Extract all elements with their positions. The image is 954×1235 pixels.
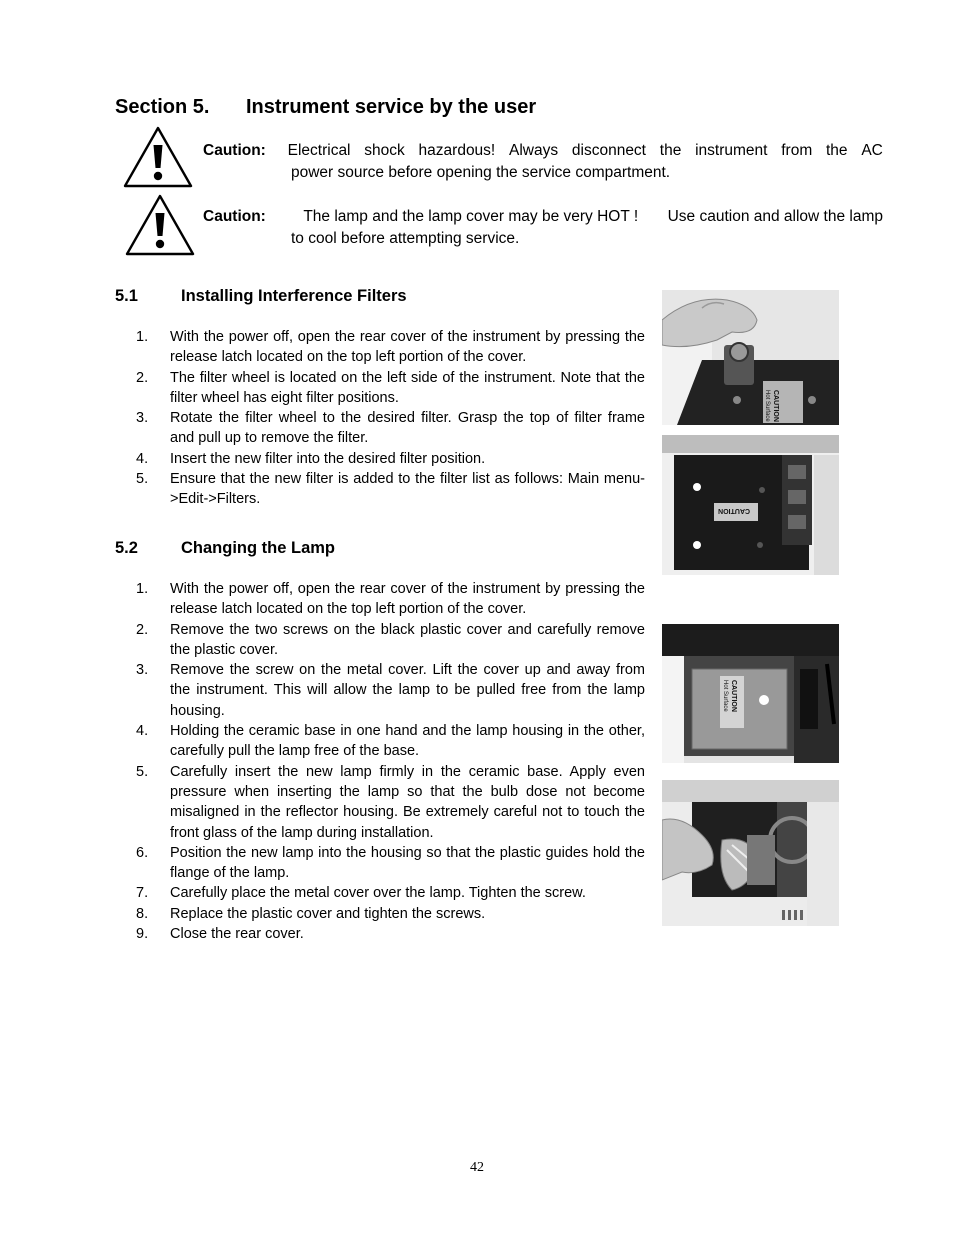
filter-wheel-photo	[662, 435, 839, 575]
step-text: Remove the two screws on the black plastic cover and carefully remove the plastic cover.	[170, 621, 645, 658]
lamp-cover-photo	[662, 624, 839, 763]
caution-line	[203, 206, 883, 228]
step-item	[136, 843, 645, 884]
step-text: Carefully insert the new lamp firmly in the ceramic base. Apply even pressure when inserting the lamp so that the bulb dose not become misaligned in the reflector housing. Be extremely careful not to touch the front glass of the lamp during installation.	[170, 763, 645, 841]
subsection-heading-5-1	[115, 287, 407, 306]
caution-text-segment: from	[781, 142, 813, 159]
caution-text-segment: disconnect	[571, 142, 646, 159]
caution-hot-lamp	[203, 206, 883, 250]
step-item	[136, 579, 645, 620]
hot-surface-label-text: Hot Surface	[764, 390, 770, 422]
step-text: With the power off, open the rear cover of the instrument by pressing the release latch located on the top left portion of the cover.	[170, 581, 645, 618]
step-item	[136, 408, 645, 449]
step-item	[136, 620, 645, 661]
subsection-heading-5-2	[115, 539, 335, 558]
steps-list-lamp	[136, 579, 645, 944]
step-number: 4.	[136, 723, 149, 740]
caution-text-segment: shock	[364, 142, 405, 159]
step-item	[136, 368, 645, 409]
step-item	[136, 469, 645, 510]
step-text: Carefully place the metal cover over the lamp. Tighten the screw.	[170, 885, 586, 902]
caution-label-text: CAUTION	[772, 390, 779, 422]
hot-surface-label-text: Hot Surface	[722, 680, 728, 712]
section-number: Section 5.	[115, 96, 210, 118]
step-number: 2.	[136, 621, 149, 638]
step-number: 9.	[136, 926, 149, 943]
step-text: Replace the plastic cover and tighten the screws.	[170, 905, 486, 922]
caution-text-segment: AC	[861, 142, 883, 159]
step-item	[136, 327, 645, 368]
step-text: Ensure that the new filter is added to the filter list as follows: Main menu->Edit->Filters.	[170, 471, 645, 508]
step-text: Insert the new filter into the desired filter position.	[170, 450, 486, 467]
step-number: 4.	[136, 450, 149, 467]
section-heading	[115, 96, 536, 119]
lamp-insertion-photo	[662, 780, 839, 926]
warning-triangle-icon	[122, 125, 194, 189]
caution-text-segment: hazardous!	[418, 142, 496, 159]
caution-continuation: to cool before attempting service.	[291, 230, 520, 247]
caution-text-segment: the	[659, 142, 682, 159]
subsection-number: 5.1	[115, 287, 138, 305]
caution-text-segment: Use caution and allow the lamp	[667, 208, 883, 225]
step-number: 1.	[136, 581, 149, 597]
step-item	[136, 762, 645, 843]
step-number: 5.	[136, 763, 149, 780]
step-number: 8.	[136, 905, 149, 922]
step-number: 7.	[136, 885, 149, 902]
caution-label-text: CAUTION	[730, 680, 737, 712]
step-item	[136, 904, 645, 924]
warning-triangle-icon	[124, 193, 196, 257]
step-number: 3.	[136, 662, 149, 679]
step-number: 1.	[136, 329, 149, 345]
caution-text-segment: Always	[509, 142, 559, 159]
caution-line	[203, 140, 883, 162]
page-number: 42	[470, 1160, 484, 1175]
caution-text-segment: instrument	[695, 142, 768, 159]
step-number: 6.	[136, 844, 149, 861]
step-number: 3.	[136, 410, 149, 427]
caution-continuation: power source before opening the service compartment.	[291, 164, 671, 181]
subsection-title: Installing Interference Filters	[181, 287, 407, 305]
caution-text-segment: Electrical	[287, 142, 351, 159]
subsection-number: 5.2	[115, 539, 138, 557]
caution-text-segment: the	[826, 142, 848, 159]
step-text: Rotate the filter wheel to the desired filter. Grasp the top of filter frame and pull up to remove the filter.	[170, 410, 645, 447]
caution-label: Caution:	[203, 142, 266, 159]
step-item	[136, 660, 645, 721]
step-item	[136, 883, 645, 903]
step-item	[136, 721, 645, 762]
caution-text-segment: The lamp and the lamp cover may be very HOT !	[303, 208, 639, 225]
step-text: Position the new lamp into the housing so that the plastic guides hold the flange of the lamp.	[170, 844, 645, 882]
step-text: Close the rear cover.	[170, 926, 304, 943]
step-number: 2.	[136, 369, 149, 386]
step-text: With the power off, open the rear cover of the instrument by pressing the release latch located on the top left portion of the cover.	[170, 329, 645, 366]
step-text: Holding the ceramic base in one hand and the lamp housing in the other, carefully pull the lamp free of the base.	[170, 723, 645, 760]
step-number: 5.	[136, 471, 149, 488]
steps-list-filters	[136, 327, 645, 510]
caution-electrical	[203, 140, 883, 184]
subsection-title: Changing the Lamp	[181, 539, 335, 557]
filter-removal-photo	[662, 290, 839, 425]
step-text: Remove the screw on the metal cover. Lift the cover up and away from the instrument. This will allow the lamp to be pulled free from the lamp housing.	[170, 662, 645, 719]
step-text: The filter wheel is located on the left side of the instrument. Note that the filter wheel has eight filter positions.	[170, 369, 645, 406]
step-item	[136, 924, 645, 944]
section-title: Instrument service by the user	[246, 96, 537, 118]
caution-label-text: CAUTION	[718, 507, 750, 514]
step-item	[136, 449, 645, 469]
caution-label: Caution:	[203, 208, 266, 225]
